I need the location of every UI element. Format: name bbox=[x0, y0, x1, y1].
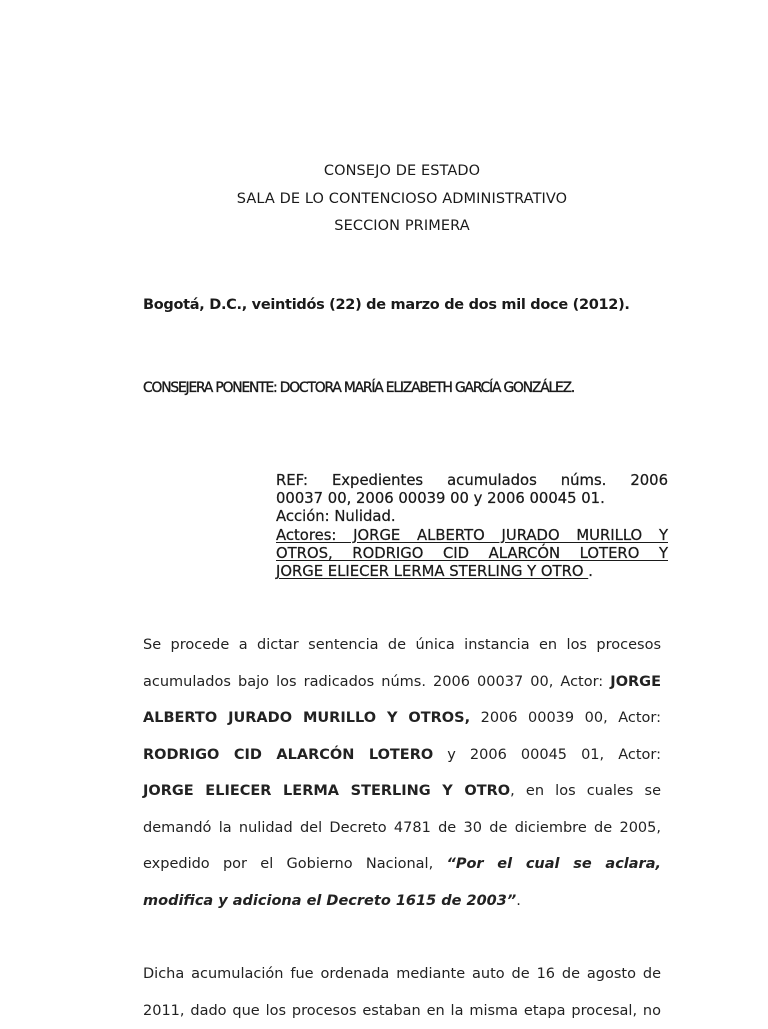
ref-line-1: REF: Expedientes acumulados núms. 2006 bbox=[276, 472, 668, 490]
p1-line-2-text: acumulados bajo los radicados núms. 2006 00037 00, Actor: bbox=[143, 674, 610, 690]
p1-line-7-quote: “Por el cual se aclara, bbox=[446, 856, 661, 872]
p1-line-5-bold: JORGE ELIECER LERMA STERLING Y OTRO bbox=[143, 783, 510, 799]
p1-line-2-bold: JORGE bbox=[610, 674, 661, 690]
p2-line-2: 2011, dado que los procesos estaban en la misma etapa procesal, no bbox=[143, 993, 661, 1029]
p1-line-3-bold: ALBERTO JURADO MURILLO Y OTROS, bbox=[143, 710, 470, 726]
p1-line-5-text: , en los cuales se bbox=[510, 783, 661, 799]
p1-line-1: Se procede a dictar sentencia de única instancia en los procesos bbox=[143, 627, 661, 664]
court-name: CONSEJO DE ESTADO bbox=[0, 158, 768, 186]
date-line: Bogotá, D.C., veintidós (22) de marzo de dos mil doce (2012). bbox=[143, 297, 630, 313]
p1-line-4 bbox=[143, 737, 661, 774]
p1-line-2 bbox=[143, 664, 661, 701]
p1-line-4-text: y 2006 00045 01, Actor: bbox=[433, 747, 661, 763]
ponente-line: CONSEJERA PONENTE: DOCTORA MARÍA ELIZABETH GARCÍA GONZÁLEZ. bbox=[143, 380, 574, 396]
ref-actors-line-3-period: . bbox=[588, 563, 593, 580]
p1-line-7-text: expedido por el Gobierno Nacional, bbox=[143, 856, 446, 872]
ref-actors-line-1: Actores: JORGE ALBERTO JURADO MURILLO Y bbox=[276, 527, 668, 545]
court-header bbox=[0, 158, 768, 241]
reference-block bbox=[276, 472, 668, 581]
p1-line-5 bbox=[143, 773, 661, 810]
p1-line-8-period: . bbox=[516, 893, 521, 909]
p1-line-4-bold: RODRIGO CID ALARCÓN LOTERO bbox=[143, 747, 433, 763]
ref-line-3: Acción: Nulidad. bbox=[276, 508, 668, 526]
paragraph-2 bbox=[143, 956, 661, 1029]
court-chamber: SALA DE LO CONTENCIOSO ADMINISTRATIVO bbox=[0, 186, 768, 214]
p1-line-7 bbox=[143, 846, 661, 883]
p1-line-8-quote: modifica y adiciona el Decreto 1615 de 2003” bbox=[143, 893, 516, 909]
p1-line-8 bbox=[143, 883, 661, 920]
p1-line-6: demandó la nulidad del Decreto 4781 de 30 de diciembre de 2005, bbox=[143, 810, 661, 847]
p1-line-3-text: 2006 00039 00, Actor: bbox=[470, 710, 661, 726]
paragraph-1 bbox=[143, 627, 661, 919]
p1-line-3 bbox=[143, 700, 661, 737]
ref-actors-line-3 bbox=[276, 563, 668, 581]
ref-actors-line-3-text: JORGE ELIECER LERMA STERLING Y OTRO bbox=[276, 563, 588, 580]
ref-actors-line-2: OTROS, RODRIGO CID ALARCÓN LOTERO Y bbox=[276, 545, 668, 563]
ref-line-2: 00037 00, 2006 00039 00 y 2006 00045 01. bbox=[276, 490, 668, 508]
p2-line-1: Dicha acumulación fue ordenada mediante auto de 16 de agosto de bbox=[143, 956, 661, 993]
court-section: SECCION PRIMERA bbox=[0, 213, 768, 241]
